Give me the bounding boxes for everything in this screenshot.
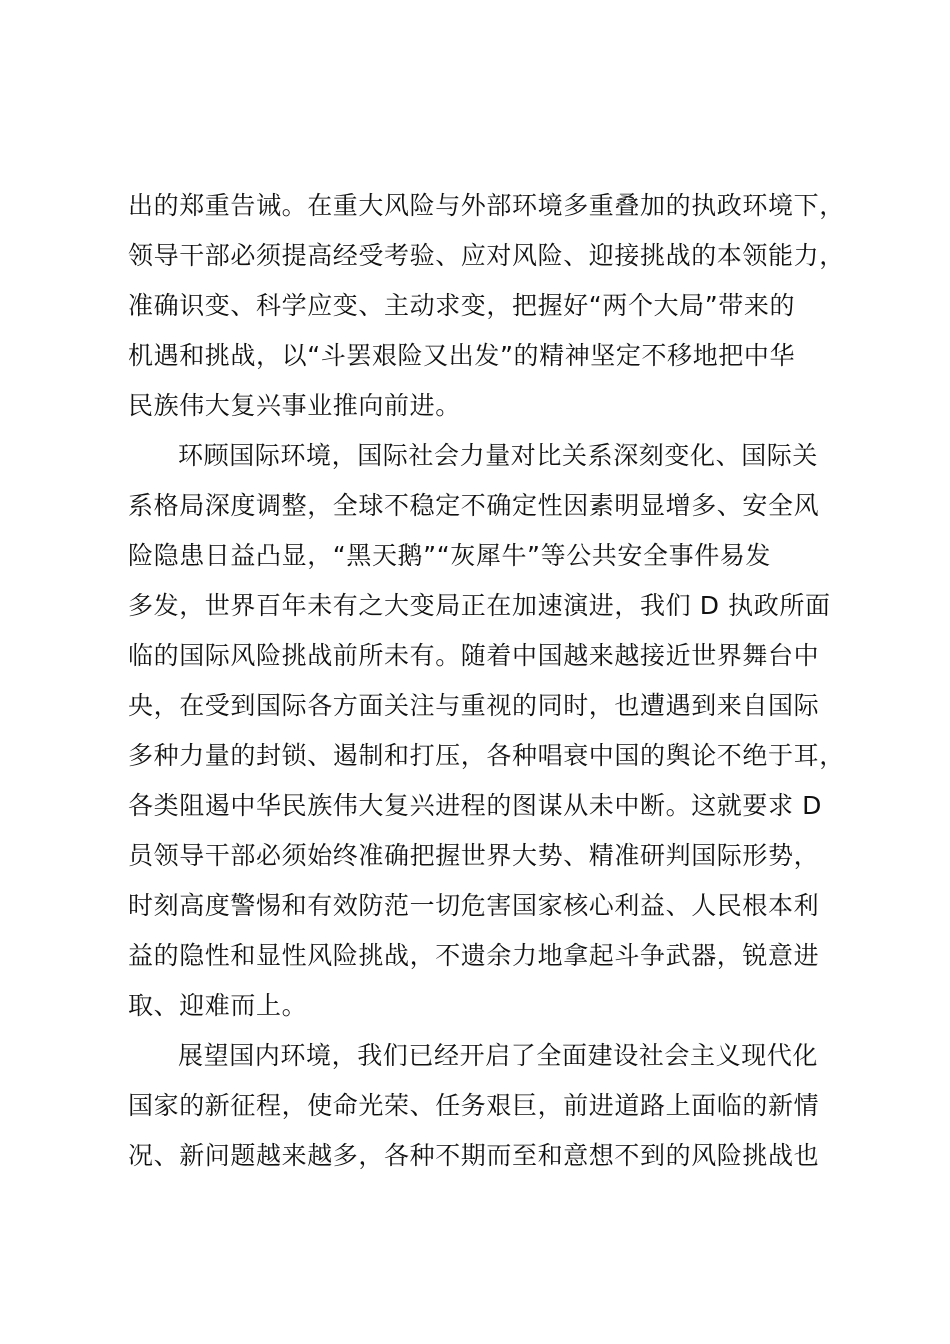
paragraph-2 [128,431,845,1031]
text-line: 国家的新征程，使命光荣、任务艰巨，前进道路上面临的新情 [128,1091,820,1120]
text-line: 取、迎难而上。 [128,991,308,1020]
text-line: 民族伟大复兴事业推向前进。 [128,391,461,420]
text-line: 央，在受到国际各方面关注与重视的同时，也遭遇到来自国际 [128,691,820,720]
paragraph-1 [128,181,845,431]
text-line: 展望国内环境，我们已经开启了全面建设社会主义现代化 [178,1041,819,1070]
text-line: 临的国际风险挑战前所未有。随着中国越来越接近世界舞台中 [128,641,820,670]
text-line: 益的隐性和显性风险挑战，不遗余力地拿起斗争武器，锐意进 [128,941,820,970]
text-line: 险隐患日益凸显，“黑天鹅”“灰犀牛”等公共安全事件易发 [128,541,772,570]
text-line: 机遇和挑战，以“斗罢艰险又出发”的精神坚定不移地把中华 [128,341,796,370]
text-line: 系格局深度调整，全球不稳定不确定性因素明显增多、安全风 [128,491,820,520]
text-line: 领导干部必须提高经受考验、应对风险、迎接挑战的本领能力， [128,241,845,270]
text-line: 各类阻遏中华民族伟大复兴进程的图谋从未中断。这就要求 D [128,791,822,820]
text-line: 况、新问题越来越多，各种不期而至和意想不到的风险挑战也 [128,1141,820,1170]
text-line: 多发，世界百年未有之大变局正在加速演进，我们 D 执政所面 [128,591,831,620]
document-body [128,181,845,1181]
text-line: 环顾国际环境，国际社会力量对比关系深刻变化、国际关 [178,441,819,470]
text-line: 多种力量的封锁、遏制和打压，各种唱衰中国的舆论不绝于耳， [128,741,845,770]
text-line: 出的郑重告诫。在重大风险与外部环境多重叠加的执政环境下， [128,191,845,220]
text-line: 员领导干部必须始终准确把握世界大势、精准研判国际形势， [128,841,820,870]
text-line: 时刻高度警惕和有效防范一切危害国家核心利益、人民根本利 [128,891,820,920]
paragraph-3 [128,1031,840,1181]
text-line: 准确识变、科学应变、主动求变，把握好“两个大局”带来的 [128,291,796,320]
